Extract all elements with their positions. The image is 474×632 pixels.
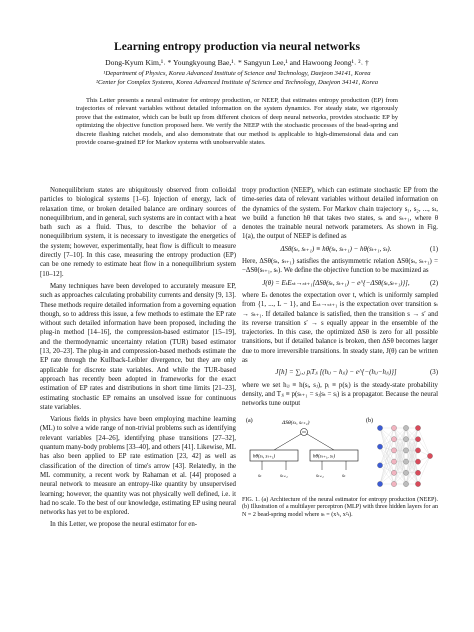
mlp-node [377,481,382,486]
mlp-node [415,481,420,486]
mlp-node [403,425,408,430]
mlp-node [427,453,432,458]
body-paragraph: Many techniques have been developed to accurately measure EP, such as approaches calculating probability currents and density [9, 13]. These methods require detailed information from a governing equation though, so to address this issue, a few methods to estimate the EP rate without such detailed information have been proposed, including the plug-in method [14–16], the compression-based estimator [15–19], and the thermodynamic uncertainty relation (TUR) based estimator [13, 20–23]. The plug-in and compression-based methods estimate the EP rate through the Kullback-Leibler divergence, but they are only applicable for discrete state variables. And while the TUR-based approach has recently been adopted in frameworks for the exact estimation of EP rates and distributions in short time limits [21–23], estimating stochastic EP remains an unsolved issue for continuous state variables. [40,282,236,411]
equation-body: ΔSθ(sₜ, sₜ₊₁) ≡ hθ(sₜ, sₜ₊₁) − hθ(sₜ₊₁, sₜ). [280,245,392,253]
left-column [40,186,236,530]
equation-1 [242,245,438,254]
mlp-node [403,459,408,464]
author-list: Dong-Kyum Kim,¹˒ * Youngkyoung Bae,¹˒ * Sangyun Lee,¹ and Hawoong Jeong¹˒ ²˒ † [105,58,369,67]
mlp-node [415,447,420,452]
mlp-node [403,436,408,441]
mlp-network-diagram [377,425,432,486]
affiliation-1: ¹Department of Physics, Korea Advanced Institute of Science and Technology, Daejeon 34141, Korea [103,70,371,77]
mlp-node [391,436,396,441]
mlp-node [415,470,420,475]
mlp-node [391,470,396,475]
body-paragraph: In this Letter, we propose the neural estimator for en- [50,521,198,529]
mlp-node [415,436,420,441]
mlp-node [391,459,396,464]
figure-1 [242,414,438,494]
equation-number: (3) [429,369,438,377]
equation-number: (1) [429,245,438,253]
input-label: sₜ₊₁ [316,473,324,479]
mlp-edge [380,428,394,447]
body-paragraph: Nonequilibrium states are ubiquitously observed from colloidal particles to biological systems [1–6]. Injection of energy, lack of relaxation time, or broken detailed balance are ordinary sources of nonequilibrium, and in general, such systems are in contact with a heat bath such as a fluid. Thus, to describe the behavior of a nonequilibrium system, it is necessary to investigate the energetics of the system; however, experimentally, heat flow is difficult to measure directly [7–10]. In this case, measuring the entropy production (EP) can be one remedy to estimate heat flow in a nonequilibrium system [10–12]. [40,187,236,278]
mlp-edge [380,428,394,462]
mlp-node [403,481,408,486]
h-theta-box-left-label: hθ(sₜ, sₜ₊₁) [253,454,276,460]
equation-body: J(θ) = EₜEₛₜ→ₛₜ₊₁[ΔSθ(sₜ, sₜ₊₁) − e^{−ΔSθ(sₜ,sₜ₊₁)}], [262,279,410,287]
right-column [242,186,438,519]
connector-line [307,434,334,450]
figure-1-caption: FIG. 1. (a) Architecture of the neural estimator for entropy production (NEEP). (b) Illustration of a multilayer perceptron (MLP) with three hidden layers for an N = 2 bead-spring model where sₜ = (x¹ₜ, x²ₜ). [242,496,438,518]
figure-label-a: (a) [246,417,253,424]
paper-title: Learning entropy production via neural networks [114,40,360,53]
mlp-node [403,447,408,452]
body-paragraph: where Eₜ denotes the expectation over t, which is uniformly sampled from {1, ..., L − 1}, and Eₛₜ→ₛₜ₊₁ is the expectation over transition sₜ → sₜ₊₁. If detailed balance is satisfied, then the transition s → s′ and its reverse transition s′ → s equally appear in the ensemble of the trajectories. In this case, the optimized ΔSθ is zero for all possible transitions, but if detailed balance is broken, then ΔSθ becomes larger due to more irreversible transitions. In steady state, J(θ) can be written as [242,291,438,365]
mlp-node [415,425,420,430]
input-label: sₜ [258,473,262,479]
figure-1-graphic [242,414,438,494]
figure-label-b: (b) [366,417,373,424]
mlp-node [403,470,408,475]
equation-3 [242,368,438,377]
mlp-node [377,444,382,449]
body-paragraph: where we set hᵢⱼ ≡ h(sᵢ, sⱼ), pᵢ ≡ p(sᵢ) is the steady-state probability density, and Tⱼᵢ ≡ p(sₜ₊₁ = sⱼ|sₜ = sᵢ) is a propagator. Because the neural networks tune output [242,381,438,408]
input-label: sₜ₊₁ [280,473,288,479]
body-paragraph: Various fields in physics have been employing machine learning (ML) to solve a wide range of non-trivial problems such as identifying relevant variables [24–26], identifying phase transitions [27–32], quantum many-body problems [33–40], and others [41]. Likewise, ML has also been applied to EP rate estimation [23, 42] as well as classification of the direction of time's arrow [43]. Relatedly, in the ML community, a recent work by Rahaman et al. [44] proposed a neural network to measure an entropy-like quantity by unsupervised learning; however, the quantity was not physically well defined, i.e. it had no scale. To the best of our knowledge, estimating EP using neural networks has yet to be explored. [40,416,236,517]
mlp-node [377,425,382,430]
mlp-node [377,462,382,467]
mlp-node [391,481,396,486]
neep-output-label: ΔSθ(sₜ, sₜ₊₁) [282,419,310,426]
h-theta-box-right-label: hθ(sₜ₊₁, sₜ) [313,454,336,460]
mlp-edge [380,465,394,484]
mlp-node [391,425,396,430]
connector-line [274,434,301,450]
affiliation-2: ²Center for Complex Systems, Korea Advanced Institute of Science and Technology, Daejeon 34141, Korea [95,79,379,86]
equation-number: (2) [429,279,438,287]
input-label: sₜ [342,473,346,479]
mlp-node [391,447,396,452]
body-paragraph: Here, ΔSθ(sₜ, sₜ₊₁) satisfies the antisymmetric relation ΔSθ(sₜ, sₜ₊₁) = −ΔSθ(sₜ₊₁, sₜ). We define the objective function to be maximized as [242,258,438,275]
mlp-edge [380,450,394,484]
body-paragraph: tropy production (NEEP), which can estimate stochastic EP from the time-series data of relevant variables without detailed information on the dynamics of the system. For Markov chain trajectory s₁, s₂, ..., sₗ, we build a function hθ that takes two states, sₜ and sₜ₊₁, where θ denotes the trainable neural network parameters. As shown in Fig. 1(a), the output of NEEP is defined as [242,187,438,241]
abstract: This Letter presents a neural estimator for entropy production, or NEEP, that estimates entropy production (EP) from trajectories of relevant variables without detailed information on the system dynamics. For steady state, we rigorously prove that the estimator, which can be built up from different choices of deep neural networks, provides stochastic EP by optimizing the objective function proposed here. We verify the NEEP with the stochastic processes of the bead-spring and discrete flashing ratchet models, and also demonstrate that our method is applicable to high-dimensional data and can provide coarse-grained EP for Markov systems with unobservable states. [76,97,398,147]
equation-body: J[h] = ∑ᵢ,ⱼ pᵢTⱼᵢ [(hᵢⱼ − hⱼᵢ) − e^{−(hᵢⱼ−hⱼᵢ)}] [275,369,397,377]
equation-2 [242,279,438,288]
mlp-node [415,459,420,464]
